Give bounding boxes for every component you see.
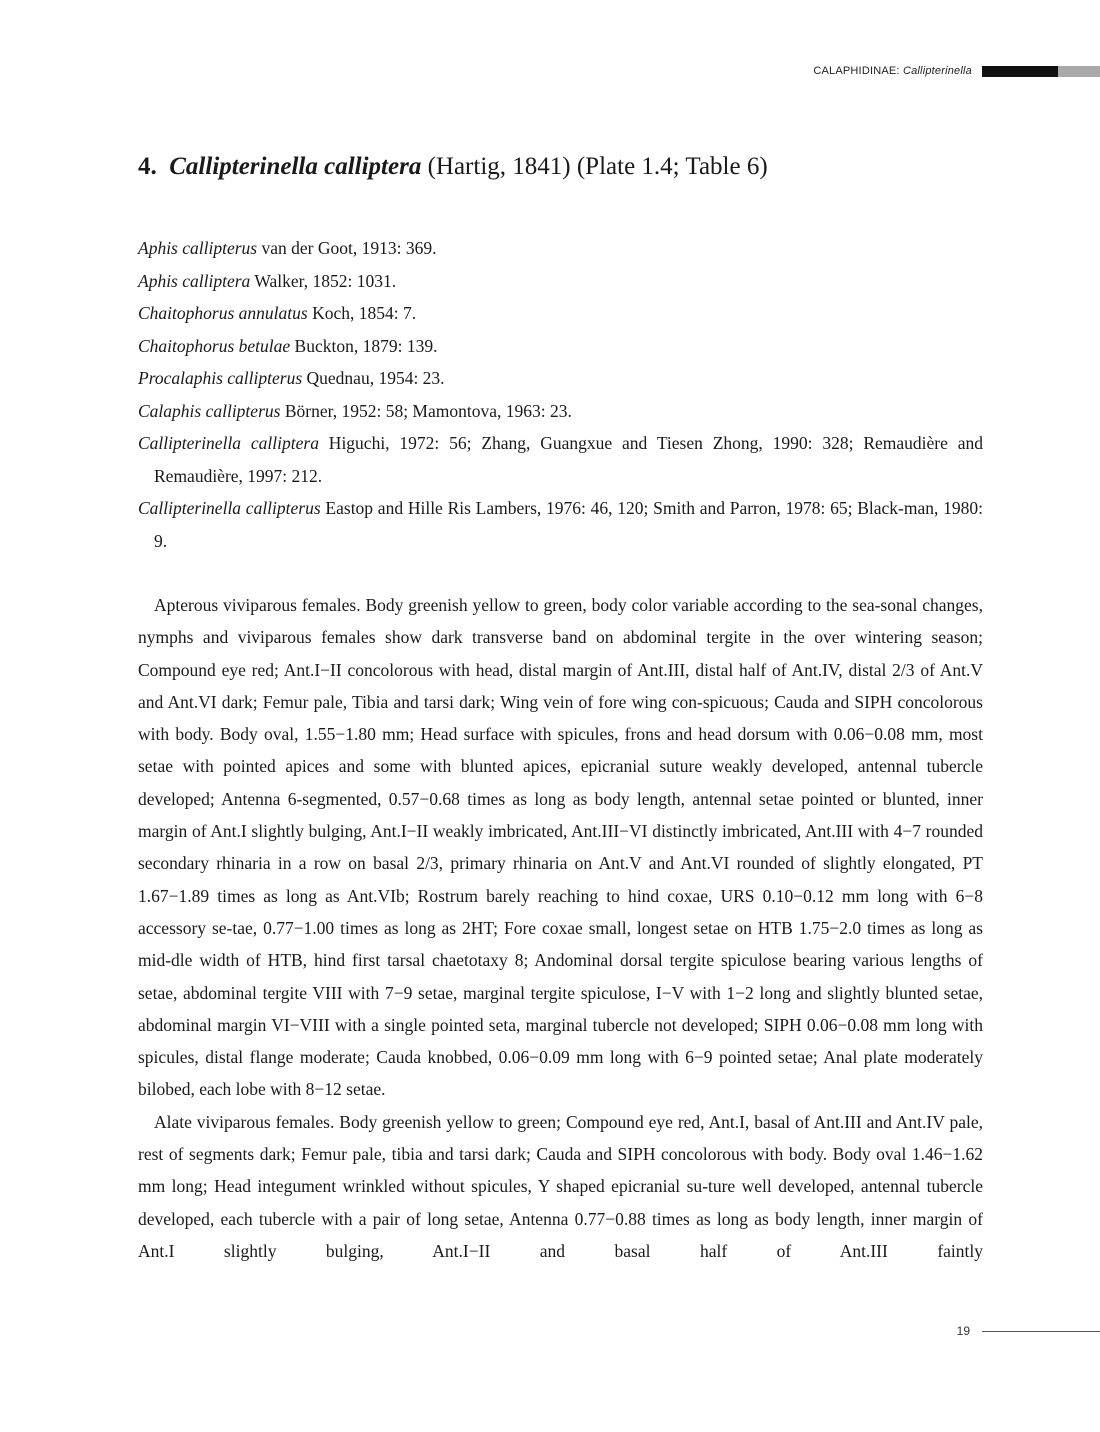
synonym-citation: Koch, 1854: 7. [307,303,417,323]
species-number: 4. [138,153,157,180]
description-section [138,589,983,1267]
species-references: (Plate 1.4; Table 6) [576,153,768,180]
synonymy-list [138,232,983,557]
synonym-name: Calaphis callipterus [138,400,281,421]
synonym-citation: Quednau, 1954: 23. [302,368,445,388]
page-number: 19 [956,1324,970,1338]
header-bar-dark [982,66,1058,77]
synonym-name: Callipterinella callipterus [138,498,321,518]
synonym-name: Chaitophorus annulatus [138,303,308,323]
alate-description: Alate viviparous females. Body greenish yellow to green; Compound eye red, Ant.I, basal of Ant.III and Ant.IV pale, rest of segments dark; Femur pale, tibia and tarsi dark; Cauda and SIPH concolorous with body. Body oval 1.46−1.62 mm long; Head integument wrinkled without spicules, Y shaped epicranial su-ture well developed, antennal tubercle developed, each tubercle with a pair of long setae, Antenna 0.77−0.88 times as long as body length, inner margin of Ant.I slightly bulging, Ant.I−II and basal half of Ant.III faintly [138,1111,983,1261]
apterous-description: Apterous viviparous females. Body greenish yellow to green, body color variable according to the sea-sonal changes, nymphs and viviparous females show dark transverse band on abdominal tergite in the over wintering season; Compound eye red; Ant.I−II concolorous with head, distal margin of Ant.III, distal half of Ant.IV, distal 2/3 of Ant.V and Ant.VI dark; Femur pale, Tibia and tarsi dark; Wing vein of fore wing con-spicuous; Cauda and SIPH concolorous with body. Body oval, 1.55−1.80 mm; Head surface with spicules, frons and head dorsum with 0.06−0.08 mm, most setae with pointed apices and some with blunted apices, epicranial suture weakly developed, antennal tubercle developed; Antenna 6-segmented, 0.57−0.68 times as long as body length, antennal setae pointed or blunted, inner margin of Ant.I slightly bulging, Ant.I−II weakly imbricated, Ant.III−VI distinctly imbricated, Ant.III with 4−7 rounded secondary rhinaria in a row on basal 2/3, primary rhinaria on Ant.V and Ant.VI rounded of slightly elongated, PT 1.67−1.89 times as long as Ant.VIb; Rostrum barely reaching to hind coxae, URS 0.10−0.12 mm long with 6−8 accessory se-tae, 0.77−1.00 times as long as 2HT; Fore coxae small, longest setae on HTB 1.75−2.0 times as long as mid-dle width of HTB, hind first tarsal chaetotaxy 8; Andominal dorsal tergite spiculose bearing various lengths of setae, abdominal tergite VIII with 7−9 setae, marginal tergite spiculose, I−V with 1−2 long and slightly blunted setae, abdominal margin VI−VIII with a single pointed seta, marginal tubercle not developed; SIPH 0.06−0.08 mm long with spicules, distal flange moderate; Cauda knobbed, 0.06−0.09 mm long with 6−9 pointed setae; Anal plate moderately bilobed, each lobe with 8−12 setae. [138,595,983,1100]
synonym-entry [138,362,983,395]
synonym-name: Chaitophorus betulae [138,335,291,356]
species-name: Callipterinella calliptera [169,153,422,180]
synonym-entry [138,232,983,265]
synonym-entry [138,265,983,298]
page-footer [957,1324,1100,1338]
running-head [813,64,1100,78]
page-content [138,140,983,1267]
footer-rule [982,1331,1100,1332]
synonym-entry [138,395,983,428]
species-authority: (Hartig, 1841) [421,153,577,180]
synonym-name: Callipterinella calliptera [138,433,319,453]
synonym-entry [138,492,983,557]
synonym-name: Aphis calliptera [138,270,251,291]
synonym-citation: Buckton, 1879: 139. [290,335,438,356]
synonym-citation: Higuchi, 1972: 56; Zhang, Guangxue and Tiesen Zhong, 1990: 328; Remaudière and Remaudière, 1997: 212. [154,433,983,486]
synonym-citation: Börner, 1952: 58; Mamontova, 1963: 23. [280,400,572,421]
running-head-subfamily: CALAPHIDINAE: [813,65,903,77]
synonym-name: Procalaphis callipterus [138,368,303,388]
synonym-name: Aphis callipterus [138,238,258,258]
synonym-citation: van der Goot, 1913: 369. [257,238,437,258]
header-bar-grey [1058,66,1100,77]
synonym-citation: Eastop and Hille Ris Lambers, 1976: 46, 120; Smith and Parron, 1978: 65; Black-man, 1980: 9. [154,498,984,551]
synonym-citation: Walker, 1852: 1031. [250,270,397,291]
running-head-text [813,65,972,77]
running-head-genus: Callipterinella [902,65,972,77]
synonym-entry [138,427,983,492]
synonym-entry [138,297,983,330]
synonym-entry [138,330,983,363]
species-heading [138,140,983,194]
